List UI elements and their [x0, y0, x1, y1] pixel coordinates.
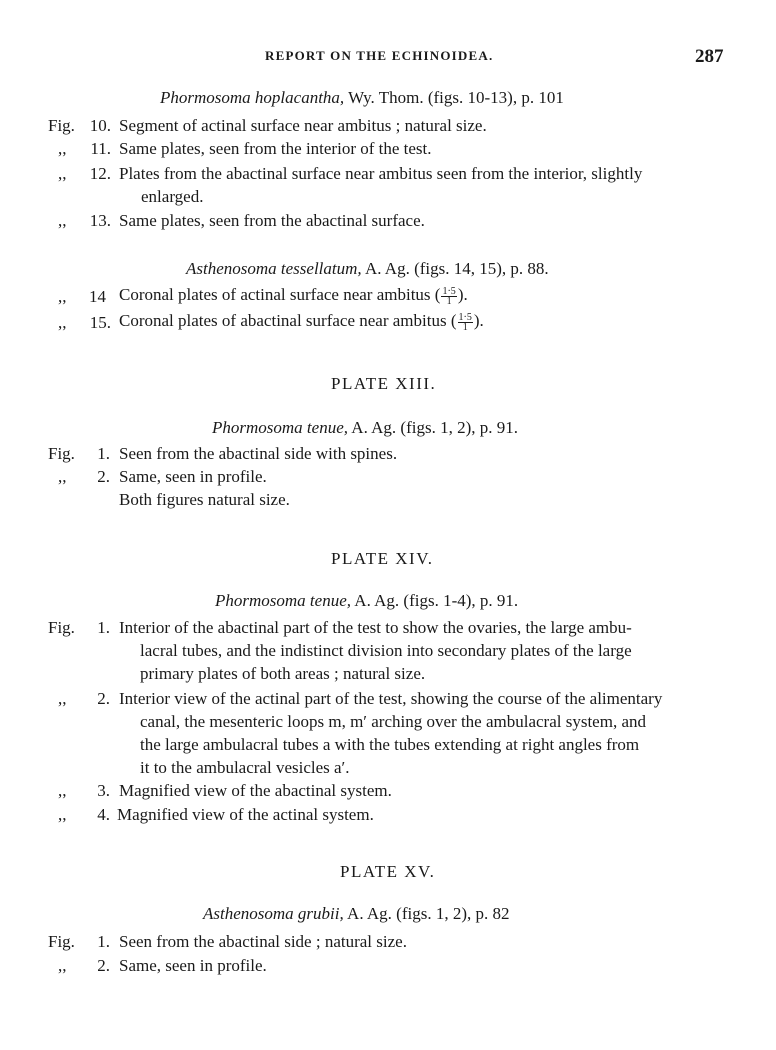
fig-label: Fig. — [48, 116, 75, 135]
ditto-mark: ,, — [58, 287, 67, 306]
fig-number: 4. — [97, 805, 110, 824]
magnification-fraction — [441, 287, 456, 306]
ditto-mark: ,, — [58, 781, 67, 800]
magnification-fraction — [458, 313, 473, 332]
species-name: Asthenosoma tessellatum, — [186, 259, 362, 278]
species-heading — [160, 88, 564, 108]
fig-number: 2. — [97, 467, 110, 486]
plate-heading: PLATE XV. — [340, 862, 436, 881]
fig-label: Fig. — [48, 618, 75, 637]
species-citation: A. Ag. (figs. 14, 15), p. 88. — [361, 259, 549, 278]
running-head: REPORT ON THE ECHINOIDEA. — [265, 48, 494, 63]
fig-number: 13. — [89, 211, 111, 230]
fig-number: 10. — [89, 116, 111, 135]
plate-heading: PLATE XIII. — [331, 374, 437, 393]
ditto-mark: ,, — [58, 139, 67, 158]
fig-description-continued: enlarged. — [141, 187, 204, 206]
fig-description: Same plates, seen from the abactinal surface. — [119, 211, 425, 230]
fig-description-text: Coronal plates of abactinal surface near ambitus ( — [119, 311, 457, 330]
fig-description-continued: primary plates of both areas ; natural size. — [140, 664, 426, 683]
species-citation: Wy. Thom. (figs. 10-13), p. 101 — [344, 88, 564, 107]
fig-description: Seen from the abactinal side with spines. — [119, 444, 398, 463]
fig-description: Interior of the abactinal part of the test to show the ovaries, the large ambu- — [119, 618, 632, 637]
fig-number: 2. — [97, 956, 110, 975]
species-name: Phormosoma tenue, — [215, 591, 351, 610]
fraction-numerator: 1·5 — [442, 285, 456, 297]
species-name: Asthenosoma grubii, — [203, 904, 344, 923]
fig-description: Segment of actinal surface near ambitus ; natural size. — [119, 116, 487, 135]
species-citation: A. Ag. (figs. 1, 2), p. 91. — [347, 418, 518, 437]
fig-number: 15. — [89, 313, 111, 332]
fig-description: Magnified view of the abactinal system. — [119, 781, 392, 800]
fig-number: 1. — [97, 932, 110, 951]
fig-description — [119, 311, 484, 332]
fig-description: Same plates, seen from the interior of the test. — [119, 139, 432, 158]
fig-description-continued: canal, the mesenteric loops m, m′ arching over the ambulacral system, and — [140, 712, 646, 731]
species-citation: A. Ag. (figs. 1, 2), p. 82 — [343, 904, 510, 923]
ditto-mark: ,, — [58, 211, 67, 230]
fig-description-continued: lacral tubes, and the indistinct division into secondary plates of the large — [140, 641, 632, 660]
ditto-mark: ,, — [58, 313, 67, 332]
fig-number: 11. — [90, 139, 111, 158]
fig-description — [119, 285, 468, 306]
fig-description-continued: the large ambulacral tubes a with the tubes extending at right angles from — [140, 735, 640, 754]
fraction-denominator: 1 — [446, 295, 452, 307]
page-number: 287 — [695, 46, 724, 67]
species-citation: A. Ag. (figs. 1-4), p. 91. — [350, 591, 519, 610]
fig-number: 14 — [89, 287, 106, 306]
species-name: Phormosoma tenue, — [212, 418, 348, 437]
fig-description-close: ). — [473, 311, 484, 330]
species-heading — [203, 904, 509, 924]
fig-number: 1. — [97, 618, 110, 637]
fig-description: Interior view of the actinal part of the test, showing the course of the alimentary — [119, 689, 663, 708]
fig-description: Same, seen in profile. — [119, 956, 267, 975]
ditto-mark: ,, — [58, 164, 67, 183]
fig-number: 3. — [97, 781, 110, 800]
fig-description-close: ). — [457, 285, 468, 304]
species-heading — [212, 418, 518, 438]
ditto-mark: ,, — [58, 956, 67, 975]
species-heading — [186, 259, 549, 279]
fig-description-continued: it to the ambulacral vesicles a′. — [140, 758, 350, 777]
fig-description-text: Coronal plates of actinal surface near ambitus ( — [119, 285, 441, 304]
fig-number: 1. — [97, 444, 110, 463]
fig-label: Fig. — [48, 932, 75, 951]
fraction-denominator: 1 — [462, 321, 468, 333]
species-name: Phormosoma hoplacantha, — [160, 88, 345, 107]
fig-description: Same, seen in profile. — [119, 467, 267, 486]
fig-label: Fig. — [48, 444, 75, 463]
plate-heading: PLATE XIV. — [331, 549, 434, 568]
fig-number: 2. — [97, 689, 110, 708]
ditto-mark: ,, — [58, 467, 67, 486]
fig-description: Magnified view of the actinal system. — [117, 805, 374, 824]
ditto-mark: ,, — [58, 689, 67, 708]
ditto-mark: ,, — [58, 805, 67, 824]
fig-number: 12. — [89, 164, 111, 183]
fig-description: Seen from the abactinal side ; natural size. — [119, 932, 407, 951]
fig-note: Both figures natural size. — [119, 490, 290, 509]
fraction-numerator: 1·5 — [458, 311, 472, 323]
fig-description: Plates from the abactinal surface near ambitus seen from the interior, slightly — [119, 164, 643, 183]
species-heading — [215, 591, 518, 611]
